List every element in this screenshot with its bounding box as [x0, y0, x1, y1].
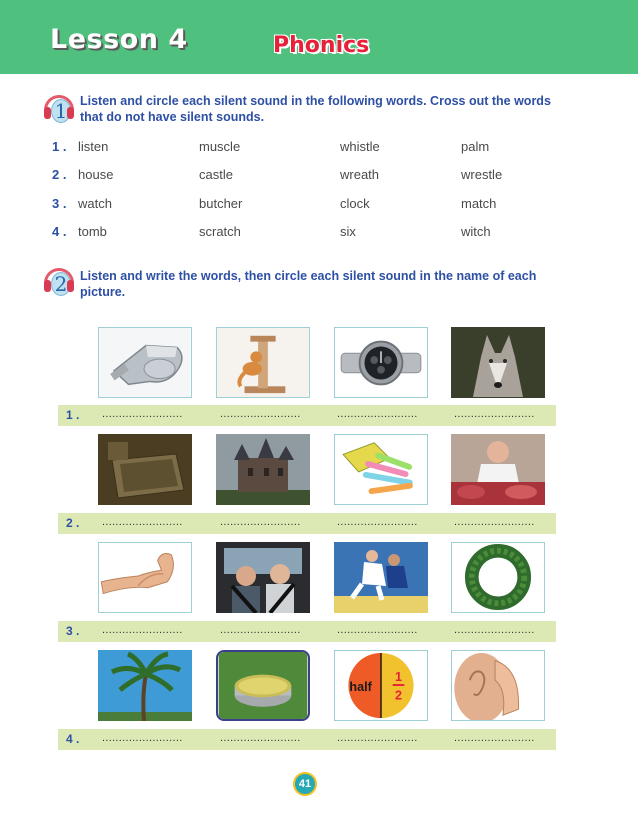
picture-whistle [98, 327, 192, 398]
picture-palm-tree [98, 650, 192, 721]
answer-row [58, 405, 556, 426]
answer-blank[interactable]: ........................ [337, 624, 418, 636]
word: clock [340, 196, 370, 211]
word: witch [461, 224, 491, 239]
picture-arm-muscle [98, 542, 192, 613]
word-row-number: 2 . [52, 167, 67, 182]
answer-row-number: 4 . [66, 732, 80, 746]
word: whistle [340, 139, 380, 154]
word: palm [461, 139, 490, 154]
fraction-numerator: 1 [394, 670, 403, 685]
word: wrestle [461, 167, 503, 182]
word: listen [78, 139, 109, 154]
lesson-title: Lesson 4 [50, 24, 188, 55]
answer-row [58, 513, 556, 534]
word-row-number: 1 . [52, 139, 67, 154]
answer-row-number: 3 . [66, 624, 80, 638]
subject-title: Phonics [273, 33, 370, 58]
page-number: 41 [293, 772, 317, 796]
exercise-2-headphones-icon: 2 [44, 267, 74, 299]
answer-blank[interactable]: ........................ [102, 408, 183, 420]
picture-tomb [98, 434, 192, 505]
picture-wolf [451, 327, 545, 398]
answer-blank[interactable]: ........................ [220, 732, 301, 744]
picture-half [334, 650, 428, 721]
answer-blank[interactable]: ........................ [454, 516, 535, 528]
word: castle [199, 167, 233, 182]
answer-blank[interactable]: ........................ [102, 624, 183, 636]
picture-listening-ear [451, 650, 545, 721]
word-row-number: 4 . [52, 224, 67, 239]
picture-judo-wrestling [334, 542, 428, 613]
answer-blank[interactable]: ........................ [337, 732, 418, 744]
picture-wreath [451, 542, 545, 613]
exercise-1-instruction: Listen and circle each silent sound in the following words. Cross out the words that do not have silent sounds. [80, 94, 551, 124]
picture-butcher [451, 434, 545, 505]
picture-cat-scratching-post [216, 327, 310, 398]
word: house [78, 167, 114, 182]
answer-blank[interactable]: ........................ [454, 408, 535, 420]
answer-row [58, 621, 556, 642]
fraction-denominator: 2 [394, 688, 403, 703]
word: tomb [78, 224, 107, 239]
answer-row [58, 729, 556, 750]
answer-blank[interactable]: ........................ [220, 624, 301, 636]
word: muscle [199, 139, 241, 154]
answer-blank[interactable]: ........................ [454, 732, 535, 744]
answer-blank[interactable]: ........................ [337, 408, 418, 420]
word: butcher [199, 196, 243, 211]
answer-row-number: 2 . [66, 516, 80, 530]
word: six [340, 224, 356, 239]
answer-blank[interactable]: ........................ [337, 516, 418, 528]
picture-seatbelts [216, 542, 310, 613]
word: match [461, 196, 497, 211]
answer-blank[interactable]: ........................ [454, 624, 535, 636]
exercise-1-headphones-icon: 1 [44, 94, 74, 126]
word: watch [78, 196, 112, 211]
picture-castle [216, 434, 310, 505]
word: scratch [199, 224, 241, 239]
answer-row-number: 1 . [66, 408, 80, 422]
picture-chalk [334, 434, 428, 505]
word: wreath [340, 167, 380, 182]
picture-balm-tin [216, 650, 310, 721]
exercise-2-instruction: Listen and write the words, then circle each silent sound in the name of each picture. [80, 269, 537, 299]
word-row-number: 3 . [52, 196, 67, 211]
answer-blank[interactable]: ........................ [220, 516, 301, 528]
picture-wristwatch [334, 327, 428, 398]
answer-blank[interactable]: ........................ [220, 408, 301, 420]
half-label: half [349, 679, 372, 694]
answer-blank[interactable]: ........................ [102, 516, 183, 528]
answer-blank[interactable]: ........................ [102, 732, 183, 744]
